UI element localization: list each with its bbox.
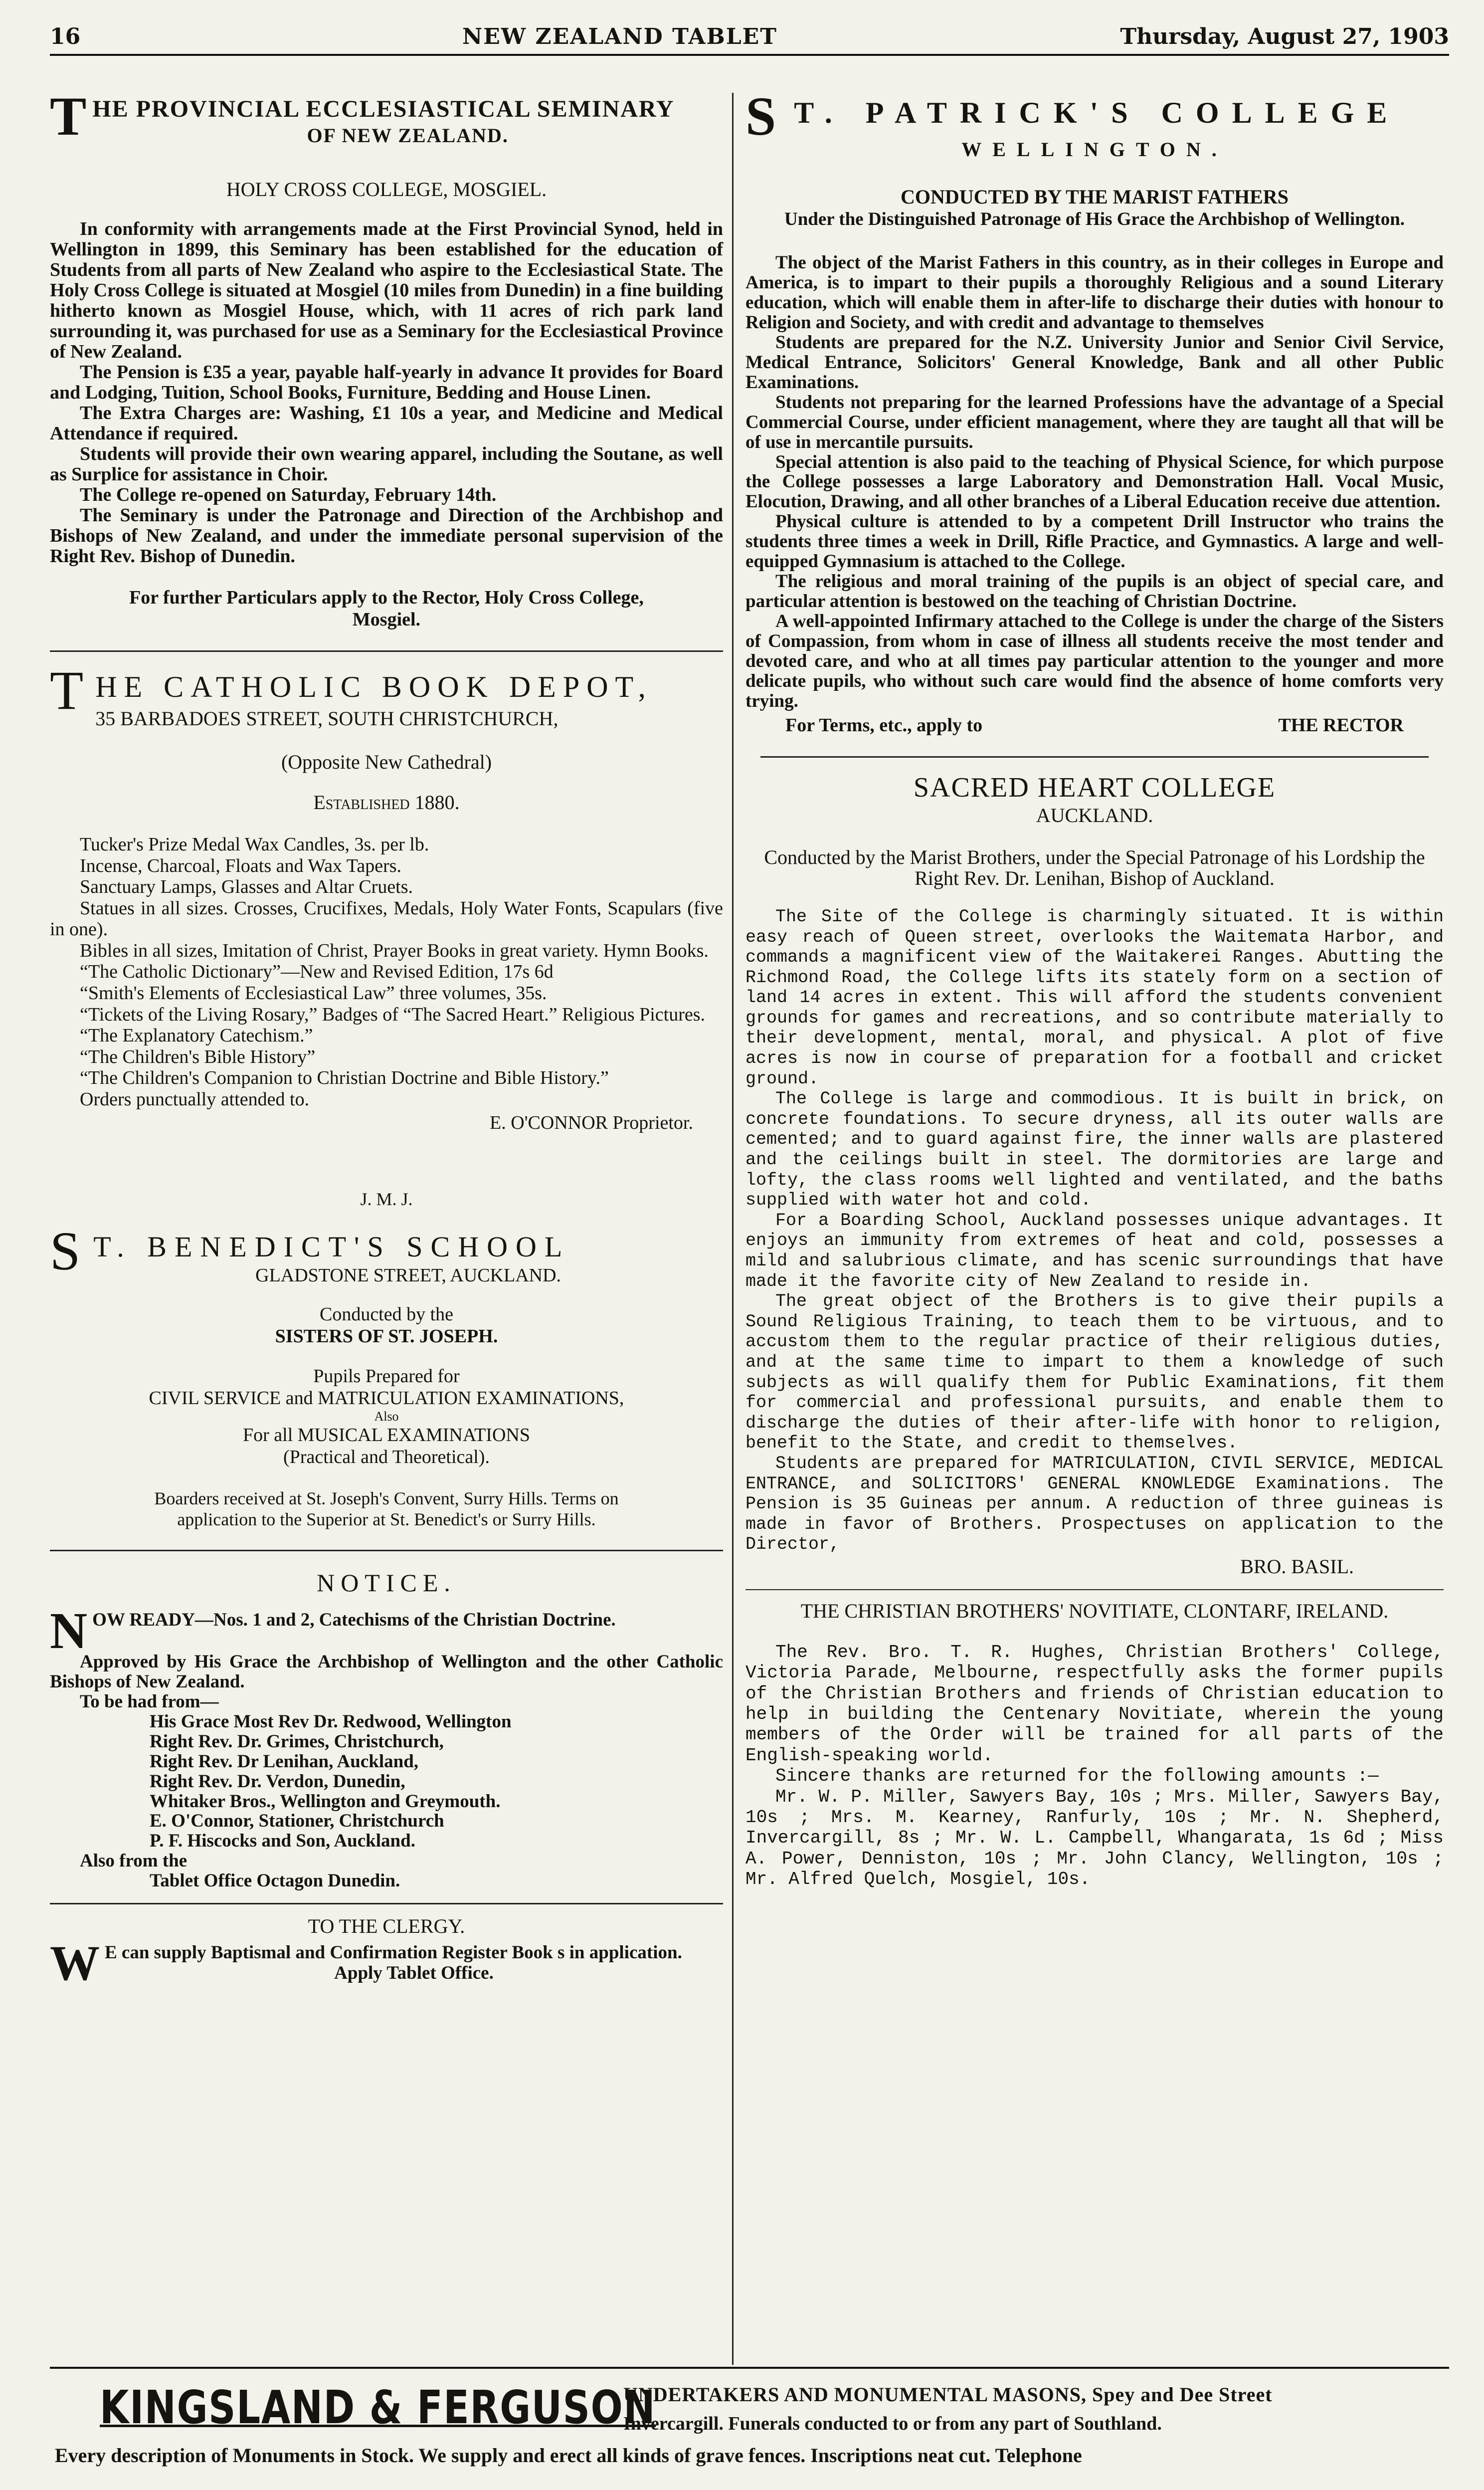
notice-advert — [50, 1568, 723, 1891]
clergy-apply: Apply Tablet Office. — [334, 1962, 494, 1983]
list-item: “The Explanatory Catechism.” — [80, 1025, 313, 1046]
list-item: “The Children's Bible History” — [80, 1046, 316, 1067]
column-divider — [732, 93, 734, 2365]
benedicts-practical: (Practical and Theoretical). — [283, 1446, 490, 1467]
book-depot-items — [50, 834, 723, 1110]
list-item: Tucker's Prize Medal Wax Candles, 3s. per lb. — [80, 834, 429, 855]
sacred-heart-body — [745, 907, 1444, 1555]
running-header — [50, 19, 1449, 56]
list-item: Statues in all sizes. Crosses, Crucifixes, Medals, Holy Water Fonts, Scapulars (five in one). — [50, 897, 723, 940]
benedicts-title-text: T. BENEDICT'S SCHOOL — [93, 1231, 570, 1263]
notice-title: NOTICE. — [317, 1568, 456, 1597]
list-item: Right Rev. Dr. Grimes, Christchurch, — [150, 1731, 444, 1752]
list-item: “The Catholic Dictionary”—New and Revised Edition, 17s 6d — [80, 961, 554, 983]
paragraph: The Site of the College is charmingly situated. It is within easy reach of Queen street, overlooks the Waitemata Harbor, and commands a magnificent view of the Waitakerei Ranges. Abutting the Richmond Road, the College lifts its stately form on a section of land 14 acres in extent. This will afford the students convenient grounds for games and recreations, and so contribute materially to their development, mental, moral, and physical. A plot of five acres is now in course of preparation for a football and cricket ground. — [745, 906, 1444, 1089]
notice-also-from: Also from the — [80, 1851, 187, 1871]
patricks-advert — [745, 86, 1444, 736]
book-depot-opposite: (Opposite New Cathedral) — [281, 751, 492, 774]
patricks-title — [745, 86, 1444, 147]
paragraph: A well-appointed Infirmary attached to the College is under the charge of the Sisters of Compassion, from whom in case of illness all students receive the most tender and devoted care, and who at all times pay particular attention to the younger and more delicate pupils, who without such care would find the absence of home comforts very trying. — [745, 611, 1444, 711]
novitiate-advert — [745, 1600, 1444, 1890]
publication-title: NEW ZEALAND TABLET — [462, 23, 777, 49]
paragraph: Students are prepared for the N.Z. University Junior and Senior Civil Service, Medical Entrance, Solicitors' General Knowledge, Bank and all other Public Examinations. — [745, 332, 1444, 393]
benedicts-motto: J. M. J. — [360, 1189, 413, 1210]
patricks-city: WELLINGTON. — [961, 138, 1228, 161]
paragraph: Students will provide their own wearing apparel, including the Soutane, as well as Surplice for assistance in Choir. — [50, 443, 723, 485]
section-rule — [50, 1903, 723, 1904]
book-depot-title-text: HE CATHOLIC BOOK DEPOT, — [95, 670, 653, 704]
benedicts-conducted: Conducted by the — [319, 1303, 454, 1325]
paragraph: The Seminary is under the Patronage and Direction of the Archbishop and Bishops of New Zealand, and under the immediate personal supervision of the Right Rev. Bishop of Dunedin. — [50, 505, 723, 567]
drop-cap: S — [50, 1221, 89, 1282]
section-rule — [745, 1589, 1444, 1590]
benedicts-music-exams: For all MUSICAL EXAMINATIONS — [243, 1424, 530, 1446]
seminary-body — [50, 219, 723, 567]
paragraph: Students not preparing for the learned Professions have the advantage of a Special Commercial Course, under efficient management, where they are taught all that will be of use in mercantile pursuits. — [745, 392, 1444, 452]
list-item: Orders punctually attended to. — [80, 1088, 310, 1110]
right-column — [745, 86, 1444, 1890]
paragraph: In conformity with arrangements made at the First Provincial Synod, held in Wellington in 1899, this Seminary has been established for the education of Students from all parts of New Zealand who aspire to the Ecclesiastical State. The Holy Cross College is situated at Mosgiel (10 miles from Dunedin) in a fine building hitherto known as Mosgiel House, which, with 11 acres of rich park land surrounding it, was purchased for use as a Seminary for the Ecclesiastical Province of New Zealand. — [50, 218, 723, 362]
clergy-body — [50, 1935, 723, 1991]
paragraph: The Rev. Bro. T. R. Hughes, Christian Brothers' College, Victoria Parade, Melbourne, respectfully asks the former pupils of the Christian Brothers and friends of Christian education to help in building the Centenary Novitiate, wherein the young members of the Order will be trained for all parts of the English-speaking world. — [745, 1642, 1444, 1766]
list-item: Whitaker Bros., Wellington and Greymouth. — [150, 1791, 501, 1812]
section-rule — [760, 756, 1429, 758]
left-column — [50, 86, 723, 1991]
seminary-subtitle: OF NEW ZEALAND. — [307, 124, 509, 147]
clergy-advert — [50, 1914, 723, 1991]
benedicts-sisters: SISTERS OF ST. JOSEPH. — [275, 1325, 498, 1347]
patricks-conducted: CONDUCTED BY THE MARIST FATHERS — [901, 186, 1289, 208]
section-rule — [50, 650, 723, 652]
benedicts-boarders: Boarders received at St. Joseph's Convent, Surry Hills. Terms on application to the Superior at St. Benedict's or Surry Hills. — [154, 1488, 619, 1529]
list-item: “Tickets of the Living Rosary,” Badges of “The Sacred Heart.” Religious Pictures. — [80, 1004, 706, 1025]
page-number: 16 — [50, 23, 81, 49]
list-item: Right Rev. Dr Lenihan, Auckland, — [150, 1751, 419, 1772]
notice-sources — [50, 1712, 723, 1852]
seminary-college: HOLY CROSS COLLEGE, MOSGIEL. — [226, 178, 547, 201]
paragraph: Mr. W. P. Miller, Sawyers Bay, 10s ; Mrs. Miller, Sawyers Bay, 10s ; Mrs. M. Kearney, Ranfurly, 10s ; Mr. N. Shepherd, Invercargill, 8s ; Mr. W. L. Campbell, Whangarata, 1s 6d ; Miss A. Power, Denniston, 10s ; Mr. John Clancy, Wellington, 10s ; Mr. Alfred Quelch, Mosgiel, 10s. — [745, 1786, 1444, 1890]
paragraph: The Pension is £35 a year, payable half-yearly in advance It provides for Board and Lodging, Tuition, School Books, Furniture, Bedding and House Linen. — [50, 361, 723, 403]
book-depot-address: 35 BARBADOES STREET, SOUTH CHRISTCHURCH, — [95, 707, 558, 730]
list-item: Bibles in all sizes, Imitation of Christ, Prayer Books in great variety. Hymn Books. — [80, 940, 709, 961]
seminary-title-text: HE PROVINCIAL ECCLESIASTICAL SEMINARY — [92, 96, 675, 122]
paragraph: Sincere thanks are returned for the following amounts :— — [775, 1766, 1379, 1787]
paragraph: Students are prepared for MATRICULATION, CIVIL SERVICE, MEDICAL ENTRANCE, and SOLICITORS' GENERAL KNOWLEDGE Examinations. The Pension is 35 Guineas per annum. A reduction of three guineas is made in favor of Brothers. Prospectuses on application to the Director, — [745, 1453, 1444, 1555]
paragraph: For a Boarding School, Auckland possesses unique advantages. It enjoys an immunity from extremes of heat and cold, possesses a mild and salubrious climate, and has scenic surroundings that have made it the favorite city of New Zealand to reside in. — [745, 1210, 1444, 1291]
section-rule — [50, 1550, 723, 1551]
patricks-patronage: Under the Distinguished Patronage of His Grace the Archbishop of Wellington. — [784, 209, 1405, 229]
notice-tablet-office: Tablet Office Octagon Dunedin. — [150, 1870, 400, 1891]
seminary-title — [50, 86, 723, 148]
book-depot-established: Established 1880. — [313, 791, 460, 814]
sacred-heart-signature: BRO. BASIL. — [1240, 1555, 1354, 1578]
novitiate-title: THE CHRISTIAN BROTHERS' NOVITIATE, CLONTARF, IRELAND. — [800, 1599, 1389, 1622]
drop-cap: S — [745, 86, 789, 147]
benedicts-exams: CIVIL SERVICE and MATRICULATION EXAMINATIONS, — [149, 1387, 624, 1409]
paragraph: The Extra Charges are: Washing, £1 10s a year, and Medicine and Medical Attendance if required. — [50, 402, 723, 444]
sacred-heart-advert — [745, 772, 1444, 1578]
patricks-title-text: T. PATRICK'S COLLEGE — [794, 96, 1400, 129]
paragraph: Physical culture is attended to by a competent Drill Instructor who trains the students three times a week in Drill, Rifle Practice, and Gymnastics. A large and well-equipped Gymnasium is attached to the College. — [745, 511, 1444, 572]
list-item: His Grace Most Rev Dr. Redwood, Wellington — [150, 1711, 512, 1732]
list-item: P. F. Hiscocks and Son, Auckland. — [150, 1831, 415, 1852]
paragraph: The great object of the Brothers is to give their pupils a Sound Religious Training, to teach them to be virtuous, and to accustom them to the regular practice of their religious duties, and at the same time to impart to them a knowledge of such subjects as will qualify them for Public Examinations, fit them for commercial and professional pursuits, and enable them to discharge the duties of their after-life with honor to religion, benefit to the State, and credit to themselves. — [745, 1291, 1444, 1453]
list-item: Sanctuary Lamps, Glasses and Altar Cruets. — [80, 876, 413, 898]
book-depot-advert — [50, 660, 723, 1134]
notice-lead: OW READY—Nos. 1 and 2, Catechisms of the Christian Doctrine. — [92, 1609, 616, 1630]
sacred-heart-conducted: Conducted by the Marist Brothers, under the Special Patronage of his Lordship the Right Rev. Dr. Lenihan, Bishop of Auckland. — [764, 845, 1425, 889]
notice-approved: Approved by His Grace the Archbishop of Wellington and the other Catholic Bishops of New Zealand. — [50, 1651, 723, 1692]
seminary-advert — [50, 86, 723, 630]
benedicts-advert — [50, 1189, 723, 1530]
drop-cap: T — [50, 660, 91, 721]
patricks-terms: For Terms, etc., apply to — [785, 714, 983, 736]
footer-line-1: UNDERTAKERS AND MONUMENTAL MASONS, Spey and Dee Street — [623, 2383, 1273, 2406]
list-item: Right Rev. Dr. Verdon, Dunedin, — [150, 1771, 405, 1792]
patricks-body — [745, 253, 1444, 711]
seminary-further: For further Particulars apply to the Rector, Holy Cross College, Mosgiel. — [129, 587, 644, 630]
footer-line-2: Invercargill. Funerals conducted to or from any part of Southland. — [623, 2413, 1162, 2434]
notice-body — [50, 1602, 723, 1891]
drop-cap: N — [50, 1602, 88, 1660]
list-item: Incense, Charcoal, Floats and Wax Tapers. — [80, 855, 402, 876]
novitiate-body — [745, 1642, 1444, 1890]
sacred-heart-city: AUCKLAND. — [1036, 804, 1153, 827]
sacred-heart-title: SACRED HEART COLLEGE — [913, 772, 1276, 803]
book-depot-proprietor: E. O'CONNOR Proprietor. — [490, 1112, 693, 1134]
clergy-text: E can supply Baptismal and Confirmation Register Book s in application. — [105, 1942, 682, 1963]
firm-name: KINGSLAND & FERGUSON — [100, 2381, 656, 2434]
footer-line-3: Every description of Monuments in Stock. We supply and erect all kinds of grave fences. Inscriptions neat cut. Telephone — [55, 2444, 1082, 2467]
paragraph: The College is large and commodious. It is built in brick, on concrete foundations. To secure dryness, all its outer walls are cemented; and to guard against fire, the inner walls are plastered and the ceilings built in steel. The dormitories are large and lofty, the class rooms well lighted and ventilated, and the baths supplied with water hot and cold. — [745, 1089, 1444, 1211]
drop-cap: W — [50, 1935, 100, 1991]
issue-date: Thursday, August 27, 1903 — [1120, 23, 1449, 49]
paragraph: The object of the Marist Fathers in this country, as in their colleges in Europe and America, is to impart to their pupils a thoroughly Religious and a sound Literary education, which will enable them in after-life to discharge their duties with honour to Religion and Society, and with credit and advantage to themselves — [745, 252, 1444, 333]
notice-to-be-had: To be had from— — [80, 1691, 219, 1712]
list-item: “Smith's Elements of Ecclesiastical Law” three volumes, 35s. — [80, 982, 547, 1004]
patricks-rector: THE RECTOR — [1278, 714, 1404, 736]
patricks-terms-line — [745, 714, 1444, 736]
paragraph: The College re-opened on Saturday, February 14th. — [80, 484, 497, 505]
footer-advert — [50, 2367, 1449, 2484]
benedicts-also: Also — [374, 1409, 399, 1424]
clergy-title: TO THE CLERGY. — [308, 1915, 465, 1938]
drop-cap: T — [50, 86, 88, 147]
paragraph: Special attention is also paid to the teaching of Physical Science, for which purpose the College possesses a large Laboratory and Demonstration Hall. Vocal Music, Elocution, Drawing, and all other branches of a Liberal Education receive due attention. — [745, 451, 1444, 512]
benedicts-pupils: Pupils Prepared for — [313, 1365, 460, 1387]
list-item: E. O'Connor, Stationer, Christchurch — [150, 1811, 444, 1832]
benedicts-street: GLADSTONE STREET, AUCKLAND. — [255, 1264, 561, 1286]
list-item: “The Children's Companion to Christian Doctrine and Bible History.” — [80, 1067, 609, 1089]
paragraph: The religious and moral training of the pupils is an object of special care, and particular attention is bestowed on the teaching of Christian Doctrine. — [745, 571, 1444, 612]
